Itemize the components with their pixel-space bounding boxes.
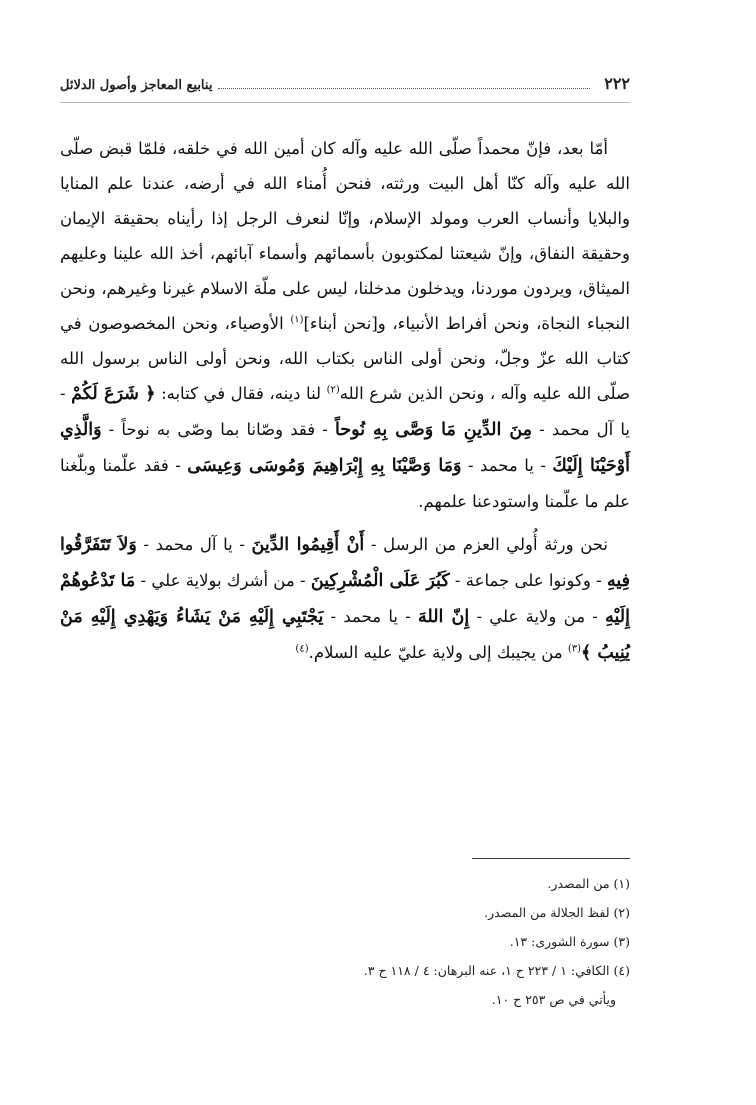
quran-verse: إِنّ اللهَ [418, 607, 470, 627]
footnote-ref-3[interactable]: (٣) [567, 643, 582, 655]
text-run: - فقد علّمنا وبلّغنا علم ما علّمنا واستودعنا علمهم. [60, 456, 630, 511]
text-run: نحن ورثة أُولي العزم من الرسل - [364, 535, 608, 554]
paragraph-2 [60, 527, 630, 671]
footnote-ref-4[interactable]: (٤) [295, 643, 309, 655]
text-run: الأوصياء، ونحن المخصوصون في كتاب الله عزّ وجلّ، ونحن أولى الناس بكتاب الله، ونحن أولى الناس برسول الله صلّى الله عليه وآله ، ونحن الذين شرع الله [60, 314, 630, 403]
text-run: لنا دينه، فقال في كتابه: [155, 384, 327, 403]
header-leader-dots [218, 87, 590, 89]
quran-verse: وَمَا وَصَّيْنَا بِهِ إِبْرَاهِيمَ وَمُوسَى وَعِيسَى [187, 456, 462, 476]
text-run: - يا محمد - [461, 456, 553, 475]
text-run: - يا آل محمد - [60, 384, 630, 439]
footnote-4-continuation: ويأتي في ص ٢٥٣ ح ١٠. [491, 992, 616, 1007]
text-run: من يجيبك إلى ولاية عليّ عليه السلام. [308, 643, 568, 662]
footnote-ref-1[interactable]: (١) [290, 314, 304, 326]
page [60, 74, 630, 679]
footnote-ref-2[interactable]: (٢) [326, 384, 340, 396]
quran-verse: وَلاَ تَتَفَرَّقُوا فِيهِ [60, 535, 631, 591]
footnote-1: (١) من المصدر. [547, 876, 630, 891]
text-run: أمّا بعد، فإنّ محمداً صلّى الله عليه وآله كان أمين الله في خلقه، فلمّا قبض صلّى الله عليه وآله كنّا أهل البيت ورثته، فنحن أُمناء الله في أرضه، عندنا علم المنايا والبلايا وأنساب العرب ومولد الإسلام، وإنّا لنعرف الرجل إذا رأيناه بحقيقة الإيمان وحقيقة النفاق، وإنّ شيعتنا لمكتوبون بأسمائهم وأسماء آبائهم، أخذ الله علينا وعليهم الميثاق، ويردون موردنا، ويدخلون مدخلنا، ليس على ملّة الاسلام غيرنا وغيرهم، ونحن النجباء النجاة، ونحن أفراط الأنبياء، و[نحن أبناء] [60, 139, 630, 333]
quran-verse: مَا تَدْعُوهُمْ إِلَيْهِ [60, 571, 630, 627]
footnote-2: (٢) لفظ الجلالة من المصدر. [484, 905, 630, 920]
running-header [60, 74, 630, 103]
quran-verse: أَنْ أَقِيمُوا الدِّينَ [251, 535, 365, 555]
text-run: - يا محمد - [323, 607, 419, 626]
text-run: - من ولاية علي - [469, 607, 606, 626]
page-number: ٢٢٢ [604, 74, 630, 93]
footnote-4: (٤) الكافي: ١ / ٢٢٣ ح ١، عنه البرهان: ٤ / ١١٨ ح ٣. [363, 963, 630, 978]
book-title: ينابيع المعاجز وأصول الدلائل [60, 78, 213, 93]
quran-verse: مِنَ الدِّينِ مَا وَصَّى بِهِ نُوحاً [335, 420, 533, 440]
text-run: - فقد وصّانا بما وصّى به نوحاً - [101, 420, 335, 439]
quran-verse: وَالَّذِي أَوْحَيْنَا إِلَيْكَ [60, 420, 630, 476]
footnote-3: (٣) سورة الشورى: ١٣. [509, 934, 630, 949]
quran-verse: يَجْتَبِي إِلَيْهِ مَنْ يَشَاءُ وَيَهْدِي إِلَيْهِ مَنْ يُنِيبُ ﴾ [60, 607, 630, 663]
main-text [60, 131, 630, 671]
text-run: - وكونوا على جماعة - [449, 571, 607, 590]
footnote-rule [472, 858, 630, 859]
quran-verse: كَبُرَ عَلَى الْمُشْرِكِينَ [310, 571, 450, 591]
footnotes [60, 858, 630, 1014]
quran-verse: ﴿ شَرَعَ لَكُمْ [71, 384, 156, 404]
text-run: - يا آل محمد - [136, 535, 252, 554]
text-run: - من أشرك بولاية علي - [135, 571, 311, 590]
paragraph-1 [60, 131, 630, 519]
